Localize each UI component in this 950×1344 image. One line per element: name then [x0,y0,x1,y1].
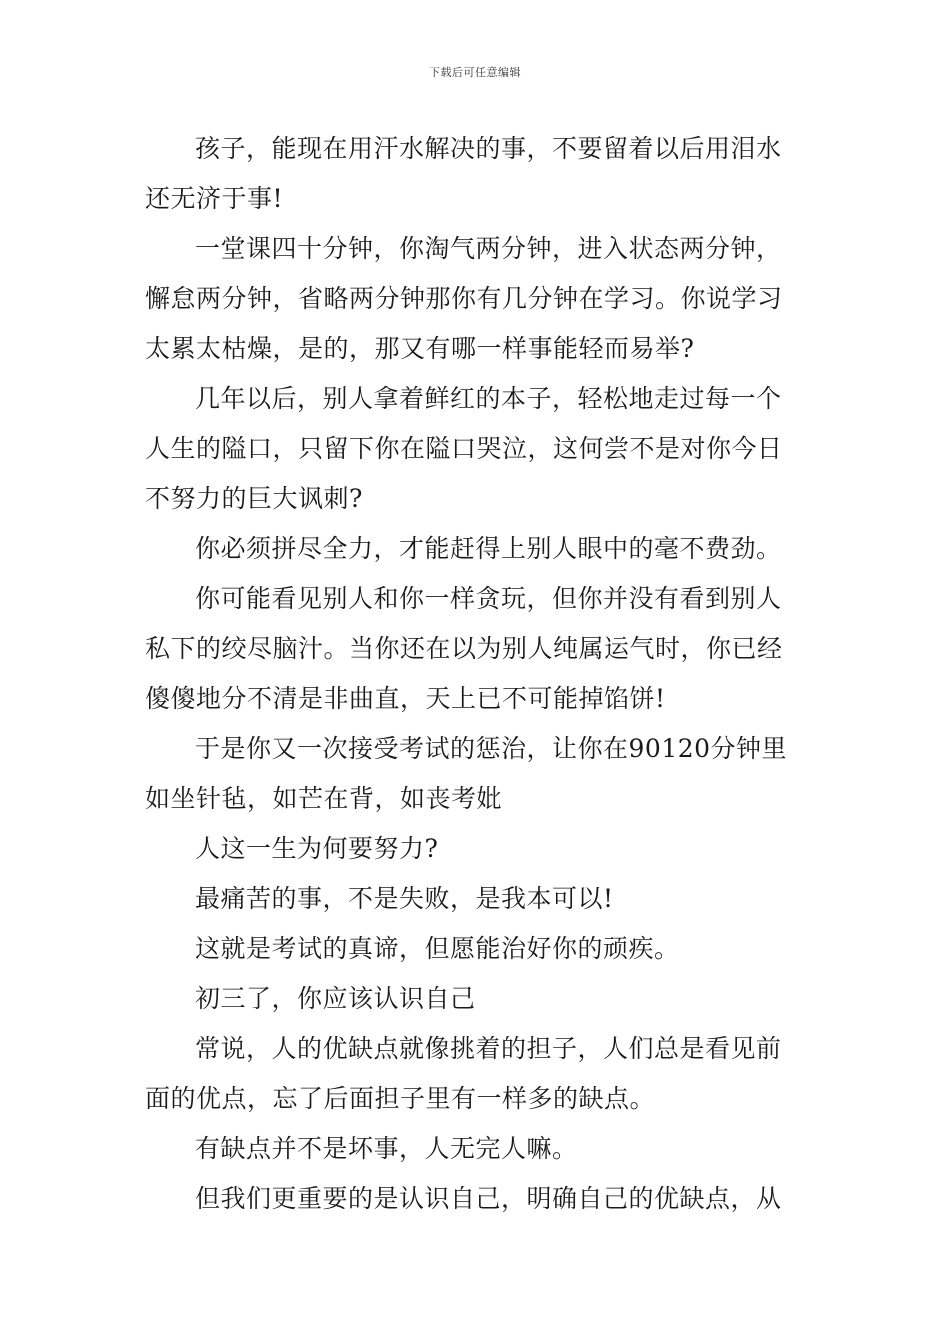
paragraph-10: 初三了，你应该认识自己 [195,984,476,1013]
paragraph-13: 但我们更重要的是认识自己，明确自己的优缺点，从 [195,1184,782,1213]
paragraph-6: 于是你又一次接受考试的惩治，让你在90120分钟里如坐针毡，如芒在背，如丧考妣 [145,734,788,813]
document-body [145,124,805,1224]
paragraph-4: 你必须拼尽全力，才能赶得上别人眼中的毫不费劲。 [195,534,782,563]
page-header: 下载后可任意编辑 [429,66,521,79]
paragraph-7: 人这一生为何要努力? [195,834,439,863]
paragraph-9: 这就是考试的真谛，但愿能治好你的顽疾。 [195,934,680,963]
paragraph-2: 一堂课四十分钟，你淘气两分钟，进入状态两分钟，懈怠两分钟，省略两分钟那你有几分钟在学习。你说学习太累太枯燥，是的，那又有哪一样事能轻而易举? [145,234,783,363]
paragraph-3: 几年以后，别人拿着鲜红的本子，轻松地走过每一个人生的隘口，只留下你在隘口哭泣，这何尝不是对你今日不努力的巨大讽刺? [145,384,783,513]
paragraph-8: 最痛苦的事，不是失败，是我本可以! [195,884,614,913]
paragraph-12: 有缺点并不是坏事，人无完人嘛。 [195,1134,578,1163]
paragraph-1: 孩子，能现在用汗水解决的事，不要留着以后用泪水还无济于事! [145,134,782,213]
paragraph-11: 常说，人的优缺点就像挑着的担子，人们总是看见前面的优点，忘了后面担子里有一样多的缺点。 [145,1034,782,1113]
paragraph-5: 你可能看见别人和你一样贪玩，但你并没有看到别人私下的绞尽脑汁。当你还在以为别人纯属运气时，你已经傻傻地分不清是非曲直，天上已不可能掉馅饼! [145,584,783,713]
